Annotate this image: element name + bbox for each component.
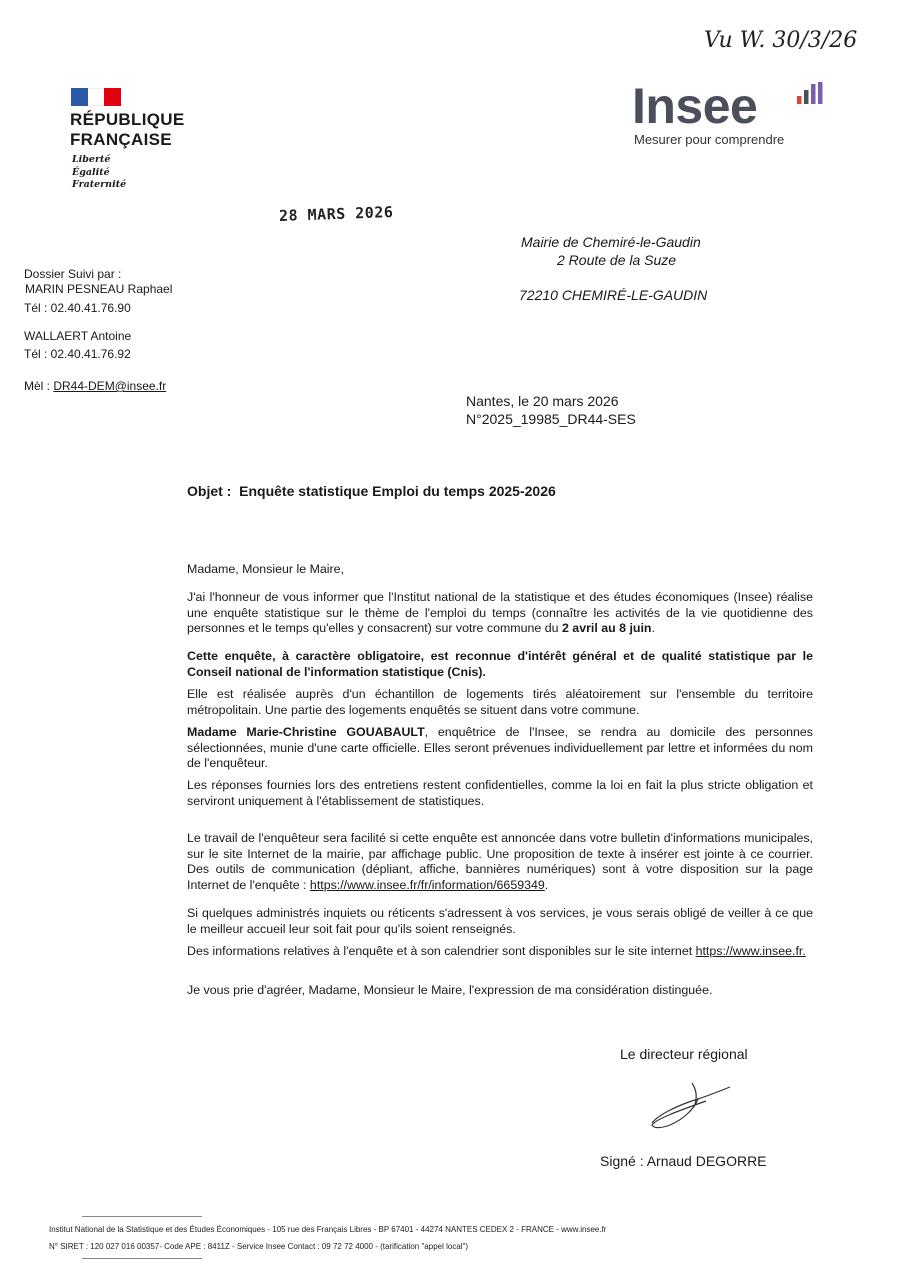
received-stamp: 28 MARS 2026	[278, 203, 394, 225]
recipient-line3: 72210 CHEMIRÉ-LE-GAUDIN	[519, 287, 708, 303]
footer-rule-bottom	[82, 1258, 202, 1259]
object-label: Objet :	[187, 483, 232, 499]
recipient-line2: 2 Route de la Suze	[557, 252, 677, 268]
handwritten-signature-icon	[648, 1075, 738, 1135]
contact-label: Dossier Suivi par :	[24, 267, 122, 281]
republique-name-line1: RÉPUBLIQUE	[70, 110, 185, 129]
p1-dates: 2 avril au 8 juin	[561, 621, 652, 636]
signatory-title: Le directeur régional	[620, 1046, 748, 1062]
place-date: Nantes, le 20 mars 2026	[466, 393, 619, 409]
footer-line1: Institut National de la Statistique et des Études Économiques - 105 rue des Français Libres - BP 67401 - 44274 NANTES CEDEX 2 - FRANCE - www.insee.fr	[49, 1225, 607, 1234]
motto-liberte: Liberté	[72, 154, 111, 165]
paragraph-6	[187, 831, 813, 893]
paragraph-2: Cette enquête, à caractère obligatoire, est reconnue d'intérêt général et de qualité statistique par le Conseil national de l'information statistique (Cnis).	[187, 649, 813, 679]
contact-phone2: Tél : 02.40.41.76.92	[24, 347, 131, 361]
mail-link[interactable]: DR44-DEM@insee.fr	[53, 379, 167, 393]
insee-site-link[interactable]: https://www.insee.fr.	[695, 944, 806, 958]
republique-name-line2: FRANÇAISE	[70, 130, 172, 149]
p1-end: .	[651, 621, 655, 636]
salutation: Madame, Monsieur le Maire,	[187, 562, 345, 576]
handwritten-annotation: Vu W. 30/3/26	[704, 28, 858, 53]
p6-end: .	[544, 877, 549, 892]
survey-page-link[interactable]: https://www.insee.fr/fr/information/6659349	[309, 877, 545, 892]
motto-fraternite: Fraternité	[72, 179, 127, 190]
p6-text: Le travail de l'enquêteur sera facilité si cette enquête est annoncée dans votre bulletin d'informations municipales, sur le site Internet de la mairie, par affichage public. Une proposition de texte à insérer est jointe à ce courrier. Des outils de communication (dépliant, affiche, bannières numériques) sont à votre disposition sur la page Internet de l'enquête :	[187, 831, 813, 892]
insee-tagline: Mesurer pour comprendre	[634, 132, 785, 147]
paragraph-8	[187, 944, 813, 960]
paragraph-4	[187, 725, 813, 772]
contact-person2: WALLAERT Antoine	[24, 329, 132, 343]
p4-text: , enquêtrice de l'Insee, se rendra au domicile des personnes sélectionnées, munie d'une carte officielle. Elles seront prévenues individuellement par lettre et informées du nom de l'enquêteur.	[187, 725, 813, 771]
paragraph-1	[187, 590, 813, 637]
paragraph-5: Les réponses fournies lors des entretiens restent confidentielles, comme la loi en fait la plus stricte obligation et serviront uniquement à l'établissement de statistiques.	[187, 778, 813, 808]
reference-number: N°2025_19985_DR44-SES	[466, 411, 636, 427]
mail-label: Mèl :	[24, 379, 54, 393]
contact-mail	[24, 378, 166, 394]
p1-text: J'ai l'honneur de vous informer que l'Institut national de la statistique et des études économiques (Insee) réalise une enquête statistique sur le thème de l'emploi du temps (connaître les activités de la vie quotidienne des personnes et le temps qu'elles y consacrent) sur votre commune du	[187, 590, 813, 636]
motto-egalite: Égalité	[72, 166, 110, 178]
paragraph-9: Je vous prie d'agréer, Madame, Monsieur le Maire, l'expression de ma considération distinguée.	[187, 983, 713, 997]
letter-object	[187, 483, 556, 499]
insee-wordmark: Insee	[632, 78, 758, 134]
republique-motto	[72, 154, 126, 192]
signed-by: Signé : Arnaud DEGORRE	[600, 1153, 767, 1169]
insee-bars-icon	[797, 82, 829, 108]
contact-person1: MARIN PESNEAU Raphael	[25, 282, 173, 296]
footer-rule	[82, 1216, 202, 1217]
footer-line2: N° SIRET : 120 027 016 00357- Code APE : 8411Z - Service Insee Contact : 09 72 72 4000 - (tarification "appel local")	[49, 1242, 469, 1251]
contact-phone1: Tél : 02.40.41.76.90	[24, 301, 131, 315]
p8-text: Des informations relatives à l'enquête et à son calendrier sont disponibles sur le site internet	[187, 944, 696, 958]
republique-flag-logo	[71, 88, 121, 106]
paragraph-3: Elle est réalisée auprès d'un échantillon de logements tirés aléatoirement sur l'ensemble du territoire métropolitain. Une partie des logements enquêtés se situent dans votre commune.	[187, 687, 813, 717]
paragraph-7: Si quelques administrés inquiets ou réticents s'adressent à vos services, je vous serais obligé de veiller à ce que le meilleur accueil leur soit fait pour qu'ils soient renseignés.	[187, 906, 813, 936]
object-text: Enquête statistique Emploi du temps 2025-2026	[239, 483, 556, 499]
recipient-line1: Mairie de Chemiré-le-Gaudin	[521, 234, 701, 250]
p4-investigator: Madame Marie-Christine GOUABAULT	[187, 725, 425, 739]
republique-name	[70, 110, 184, 150]
